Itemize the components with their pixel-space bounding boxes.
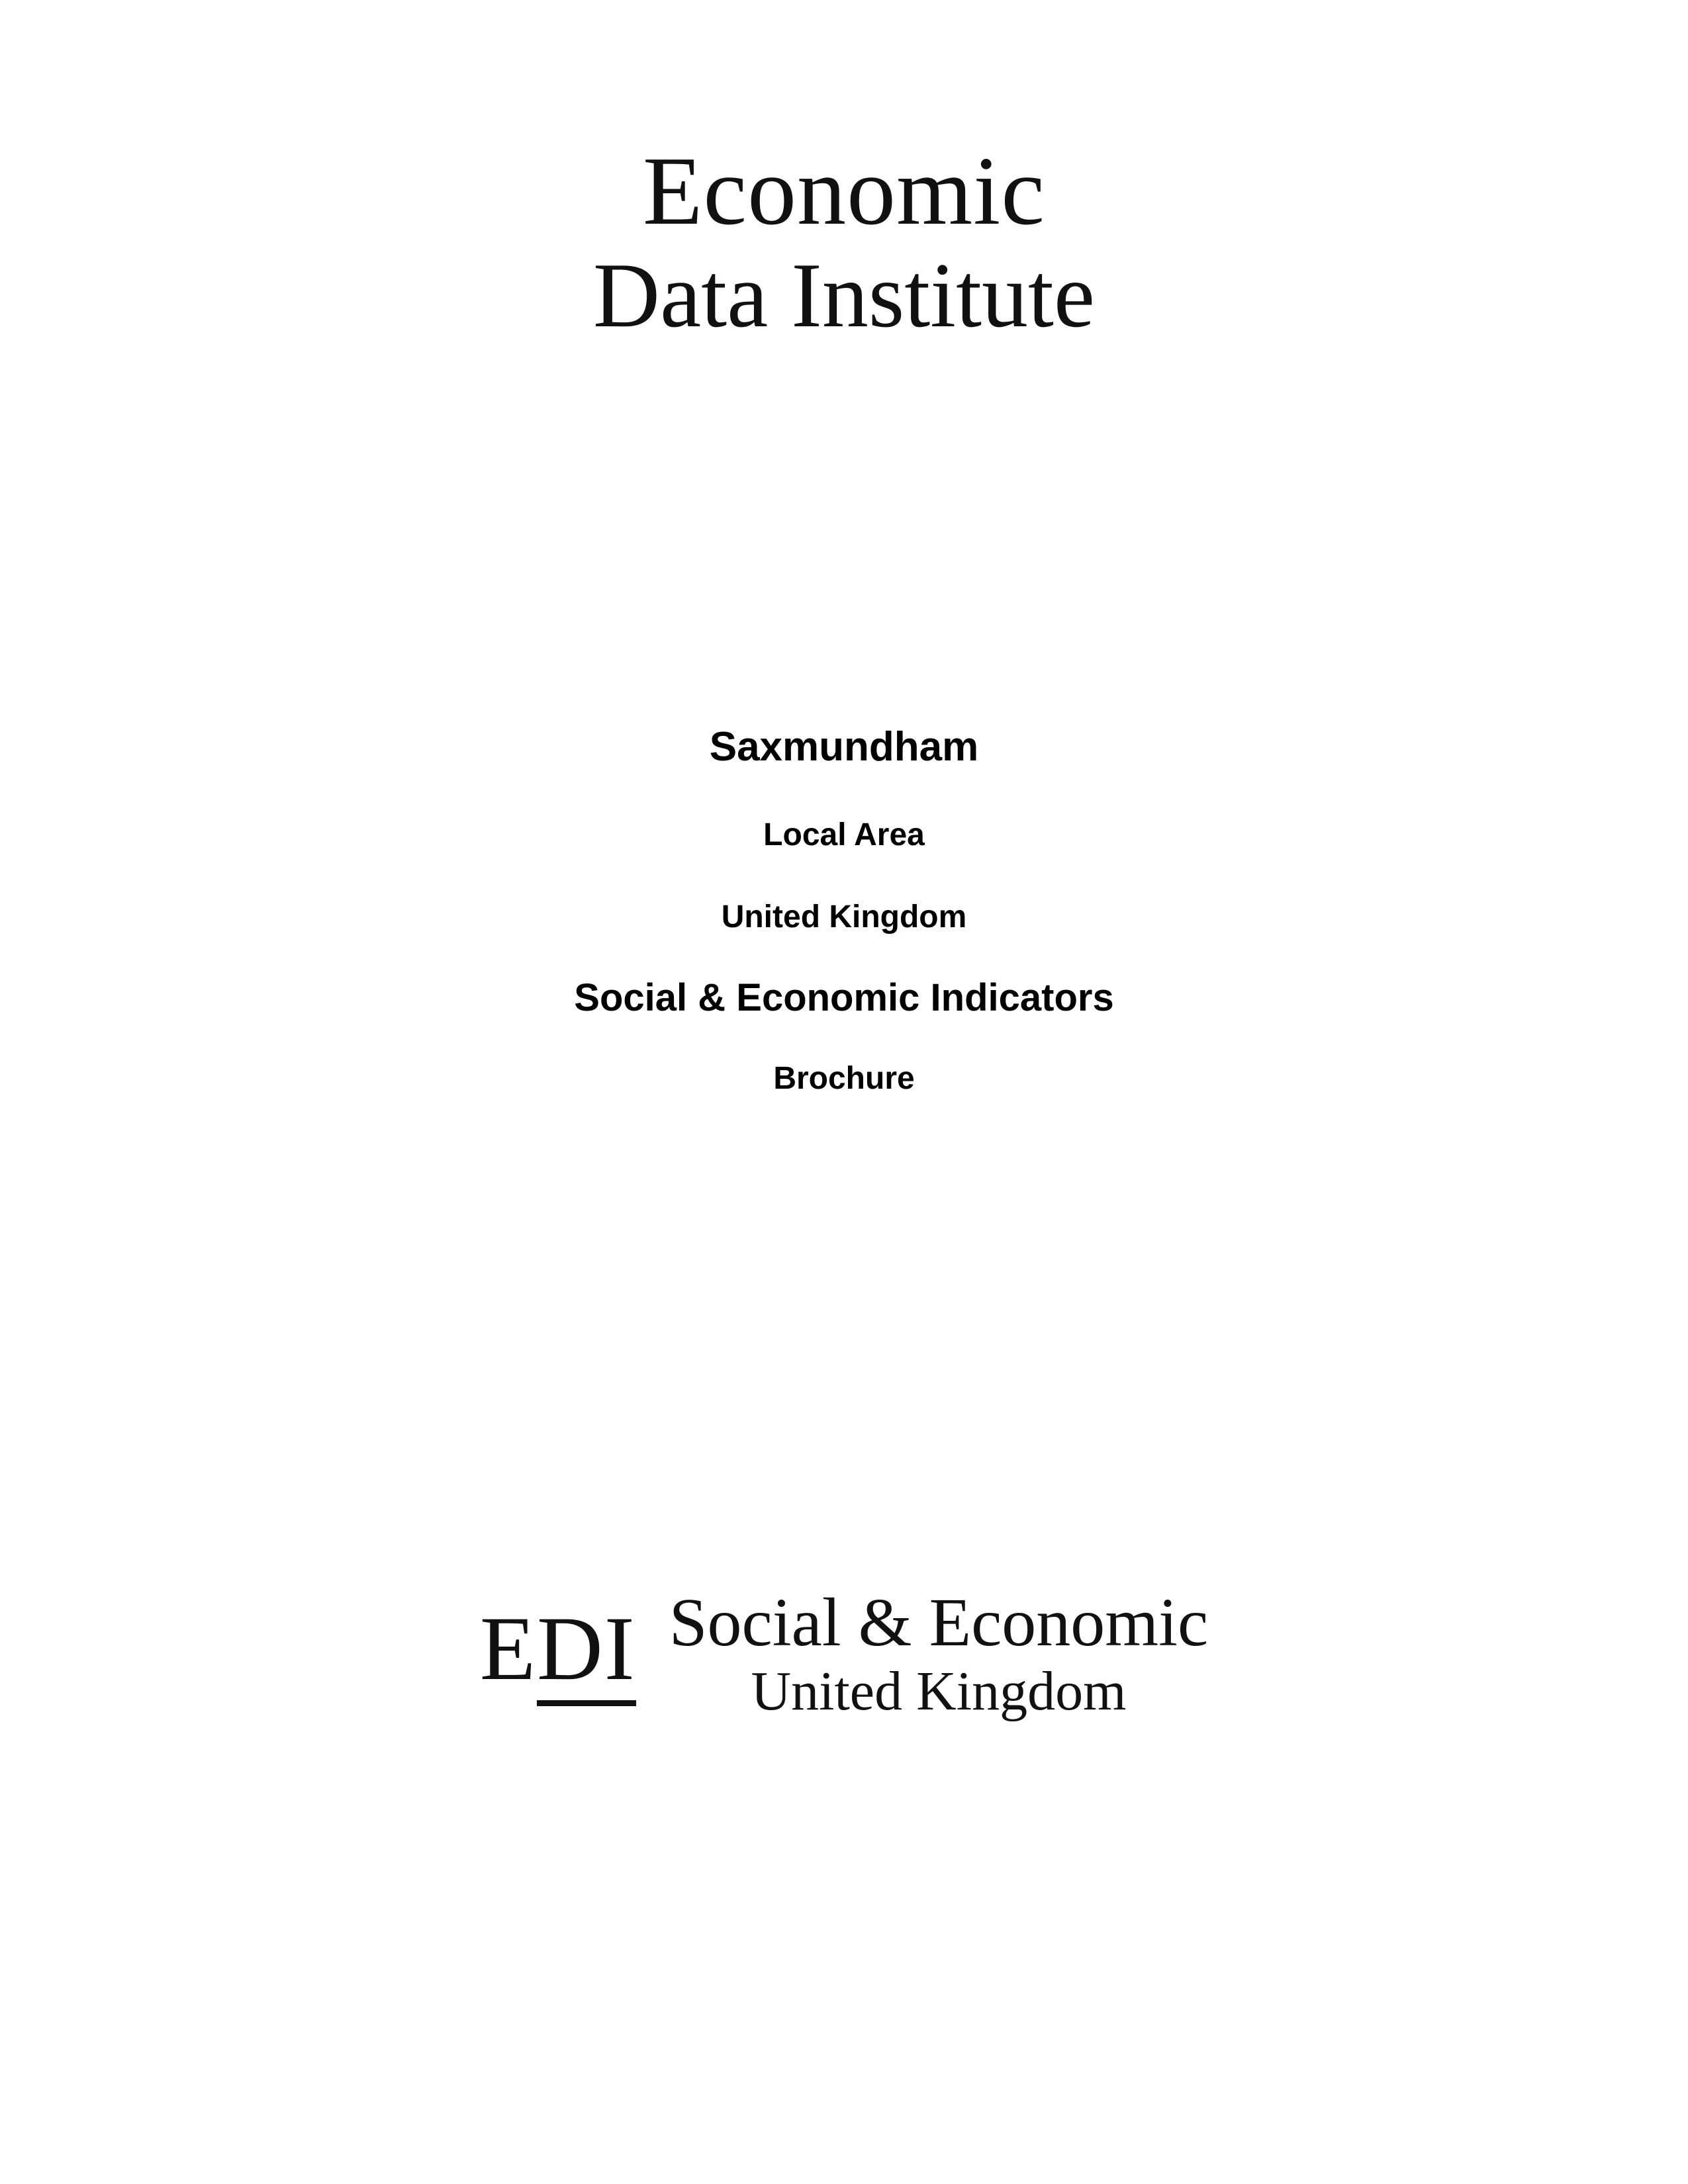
subject-label: Social & Economic Indicators bbox=[574, 976, 1114, 1019]
brand-monogram bbox=[479, 1588, 636, 1699]
brand-wordmark-line-2: United Kingdom bbox=[751, 1661, 1127, 1722]
document-type-label: Brochure bbox=[773, 1061, 915, 1096]
brand-monogram-remaining-letters: DI bbox=[537, 1598, 636, 1706]
country-label: United Kingdom bbox=[721, 899, 967, 934]
brand-wordmark-line-1: Social & Economic bbox=[669, 1584, 1209, 1661]
publisher-logo bbox=[0, 137, 1688, 347]
footer-brand-logo bbox=[0, 1584, 1688, 1722]
area-type-label: Local Area bbox=[763, 817, 925, 852]
publisher-logo-line-1: Economic bbox=[642, 137, 1046, 246]
brand-monogram-first-letter: E bbox=[479, 1598, 538, 1699]
publisher-logo-line-2: Data Institute bbox=[592, 244, 1096, 347]
page-title: Saxmundham bbox=[709, 724, 979, 770]
cover-title-block bbox=[0, 721, 1688, 1099]
brand-wordmark bbox=[669, 1584, 1209, 1722]
